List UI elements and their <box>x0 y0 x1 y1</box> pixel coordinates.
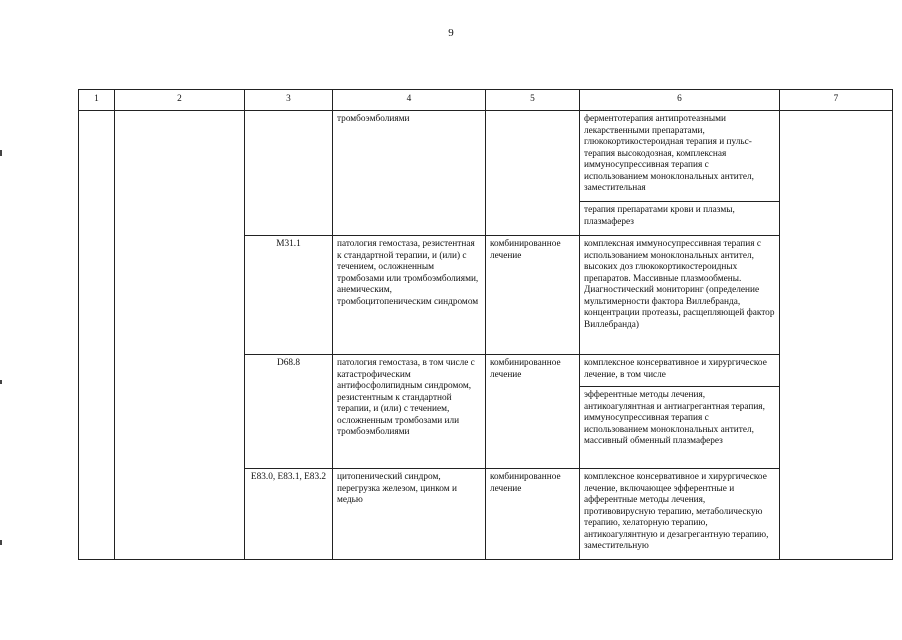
table-cell-method: комплексное консервативное и хирургическое лечение, включающее эфферентные и афферентные методы лечения, противовирусную терапию, метаболическую терапию, хелаторную терапию, антикоагулянтную и дезагрегантную терапию, заместительную <box>580 469 780 560</box>
table-cell-code: D68.8 <box>245 355 333 469</box>
column-header-2: 2 <box>115 90 245 111</box>
table-cell-treatment-type <box>486 111 580 236</box>
table-row <box>79 111 893 202</box>
column-header-6: 6 <box>580 90 780 111</box>
column-header-5: 5 <box>486 90 580 111</box>
services-table <box>78 89 893 560</box>
table-cell-condition: тромбоэмболиями <box>333 111 486 236</box>
header-row <box>79 90 893 111</box>
table-cell-col1 <box>79 111 115 560</box>
table-cell-method: терапия препаратами крови и плазмы, плазмаферез <box>580 202 780 236</box>
table-cell-condition: патология гемостаза, в том числе с катастрофическим антифосфолипидным синдромом, резистентным к стандартной терапии, и (или) с течением, осложненным тромбозами или тромбоэмболиями <box>333 355 486 469</box>
table-cell-col7 <box>780 111 893 560</box>
table-cell-treatment-type: комбинированное лечение <box>486 355 580 469</box>
scan-edge-mark <box>0 540 2 545</box>
table-cell-condition: патология гемостаза, резистентная к стандартной терапии, и (или) с течением, осложненным тромбозами или тромбоэмболиями, анемическим, тромбоцитопеническим синдромом <box>333 236 486 355</box>
column-header-1: 1 <box>79 90 115 111</box>
table-cell-treatment-type: комбинированное лечение <box>486 236 580 355</box>
scan-edge-mark <box>0 380 2 384</box>
table-cell-method: эфферентные методы лечения, антикоагулянтная и антиагрегантная терапия, иммуносупрессивная терапия с использованием моноклональных антител, массивный обменный плазмаферез <box>580 387 780 469</box>
table-cell-code <box>245 111 333 236</box>
scan-edge-mark <box>0 150 2 156</box>
table-cell-method: ферментотерапия антипротеазными лекарственными препаратами, глюкокортикостероидная терапия и пульс-терапия высокодозная, комплексная иммуносупрессивная терапия с использованием моноклональных антител, заместительная <box>580 111 780 202</box>
table-cell-col2 <box>115 111 245 560</box>
table-cell-treatment-type: комбинированное лечение <box>486 469 580 560</box>
column-header-7: 7 <box>780 90 893 111</box>
table-cell-code: М31.1 <box>245 236 333 355</box>
table-cell-code: Е83.0, Е83.1, Е83.2 <box>245 469 333 560</box>
table-cell-condition: цитопенический синдром, перегрузка железом, цинком и медью <box>333 469 486 560</box>
column-header-4: 4 <box>333 90 486 111</box>
page-number: 9 <box>448 27 454 39</box>
column-header-3: 3 <box>245 90 333 111</box>
table-cell-method: комплексная иммуносупрессивная терапия с использованием моноклональных антител, высоких доз глюкокортикостероидных препаратов. Массивные плазмообмены. Диагностический мониторинг (определение мультимерности фактора Виллебранда, концентрации протеазы, расщепляющей фактор Виллебранда) <box>580 236 780 355</box>
table-cell-method: комплексное консервативное и хирургическое лечение, в том числе <box>580 355 780 387</box>
